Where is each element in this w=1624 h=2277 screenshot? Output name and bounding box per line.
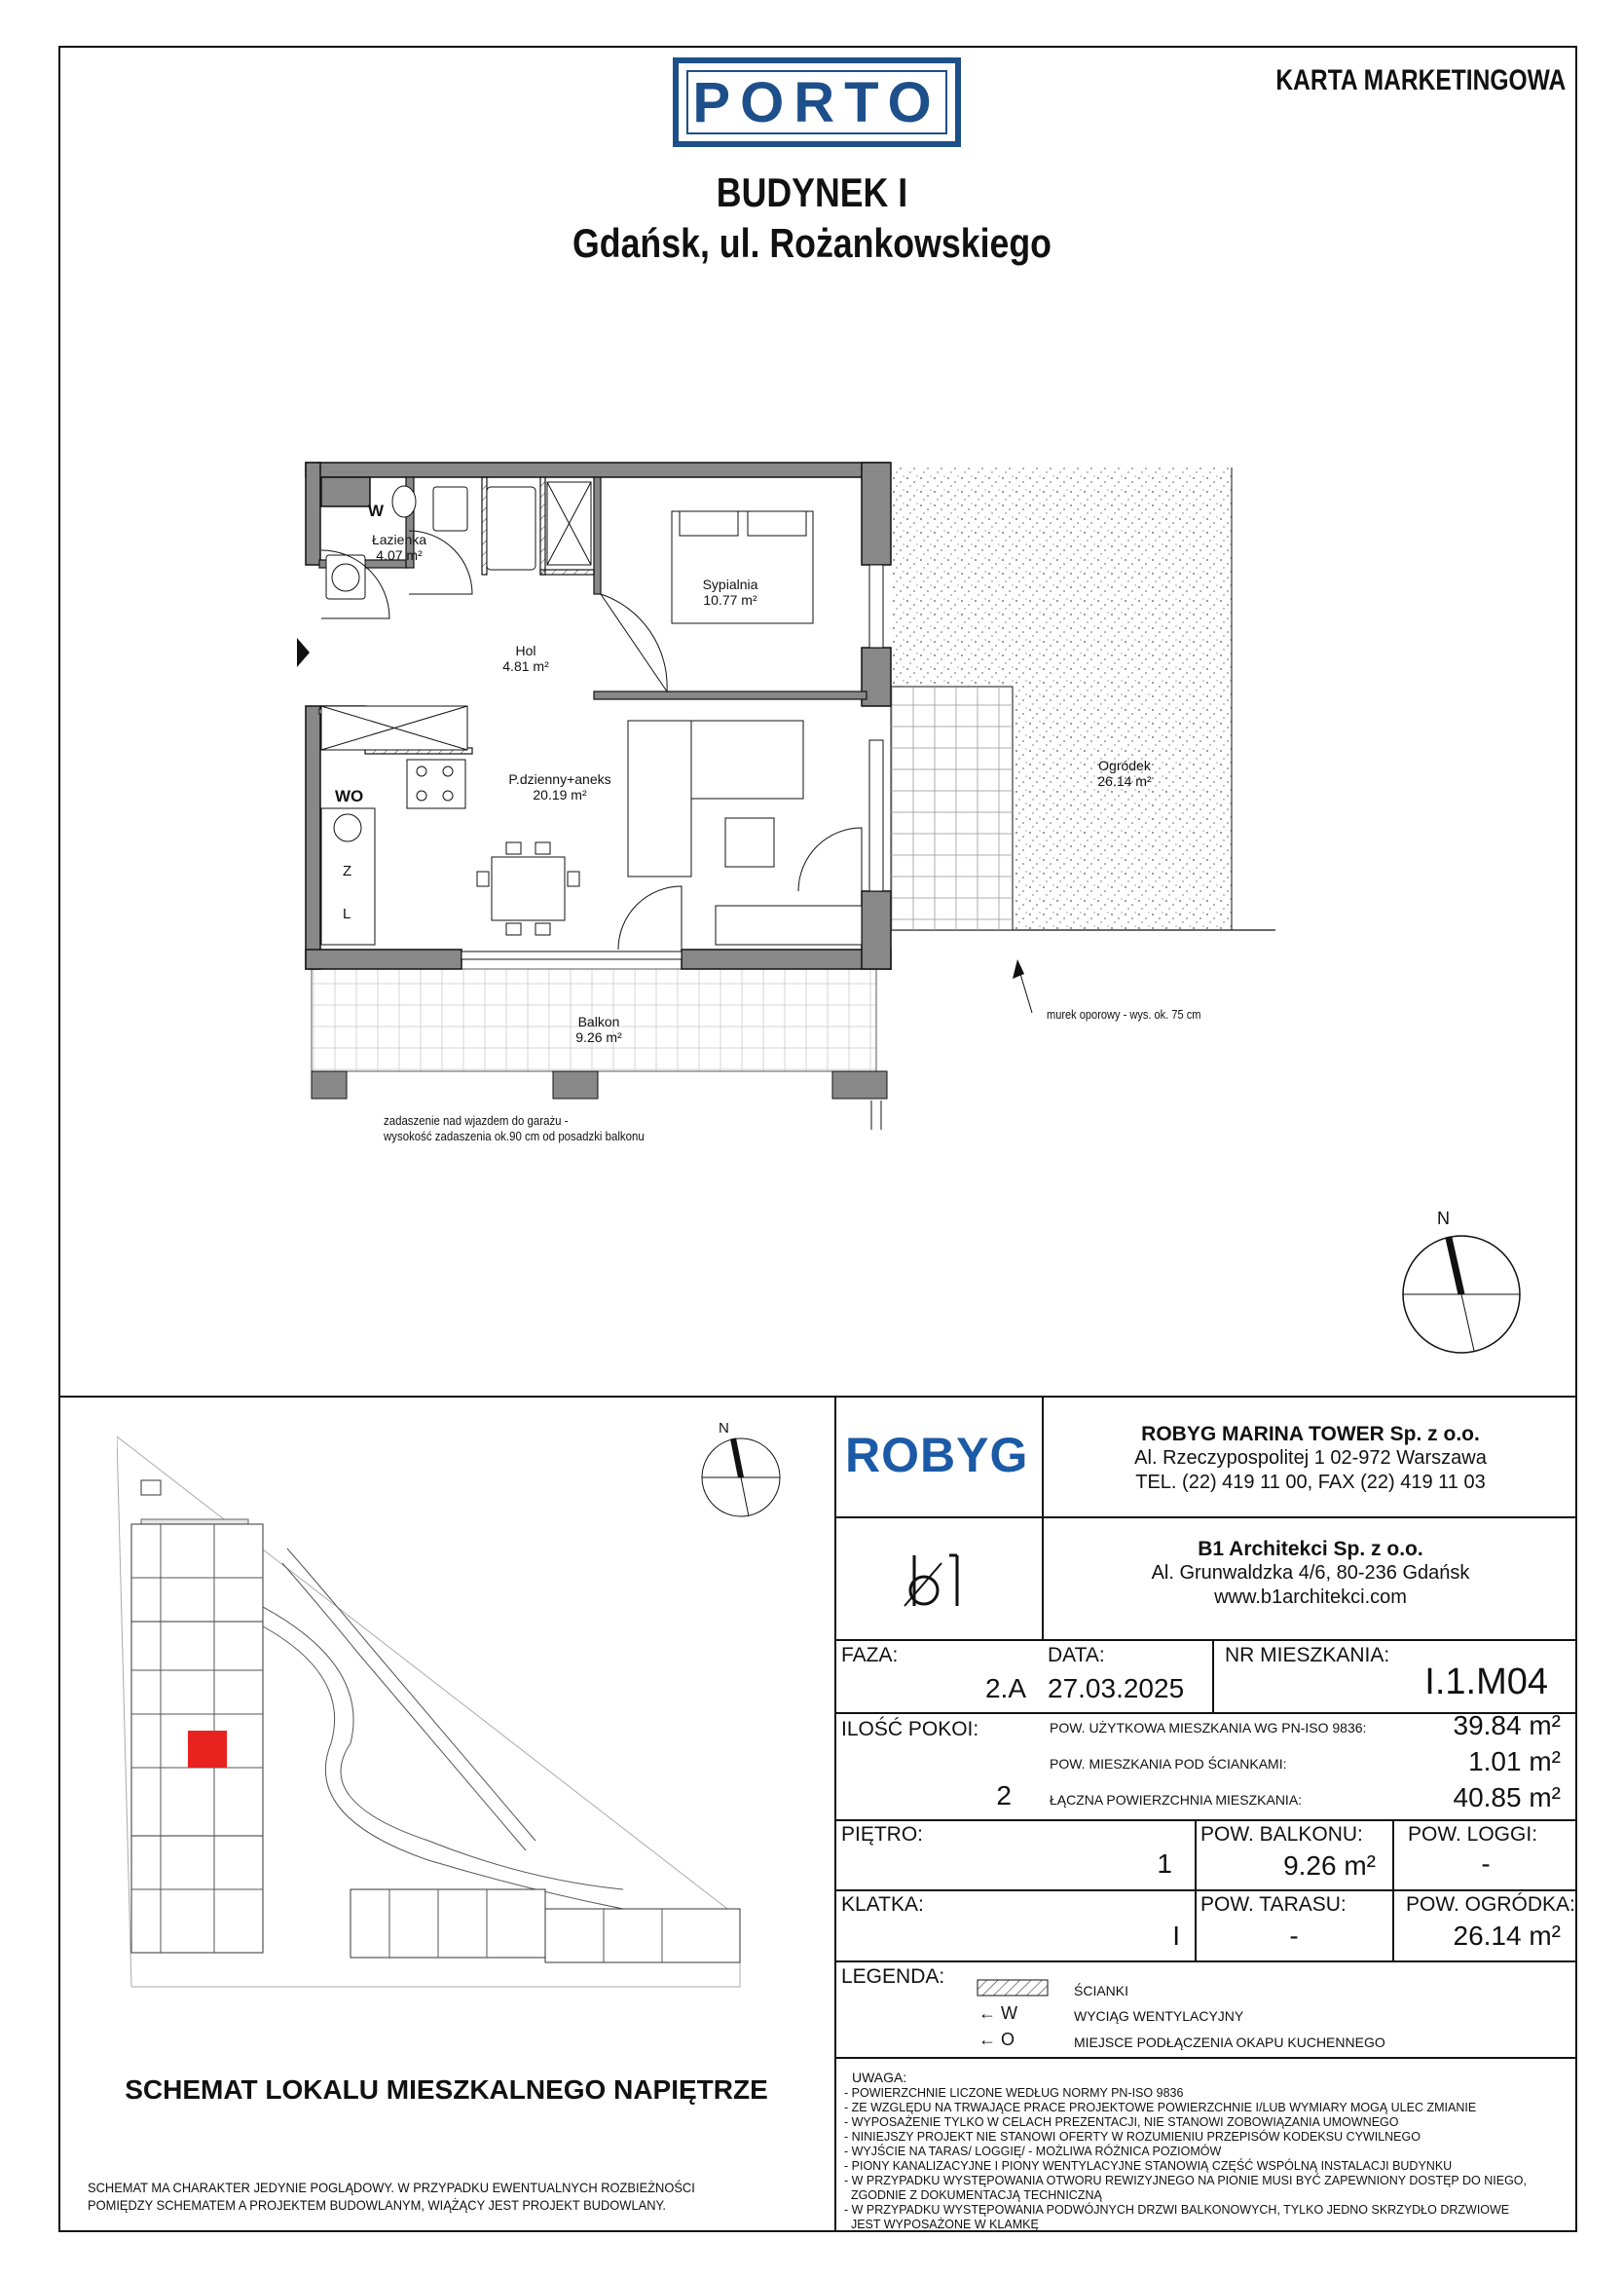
- murek-note: murek oporowy - wys. ok. 75 cm: [1047, 1007, 1201, 1022]
- pow-laczna-value: 40.85 m²: [1453, 1782, 1561, 1812]
- pietro-value: 1: [1157, 1848, 1172, 1879]
- dishwasher-l-symbol: L: [343, 906, 351, 922]
- apartment-highlight: [188, 1731, 227, 1768]
- schema-north-label: N: [719, 1420, 729, 1437]
- room-lazienka: Łazienka 4.07 m²: [371, 532, 427, 563]
- robyg-logo: ROBYG: [845, 1428, 1029, 1482]
- legend-item-hood: MIEJSCE PODŁĄCZENIA OKAPU KUCHENNEGO: [1074, 2034, 1385, 2050]
- compass-icon: [1400, 1233, 1523, 1356]
- legend-o-symbol: ← O: [978, 2030, 1015, 2049]
- porto-logo: PORTO: [673, 57, 961, 147]
- legend-label: LEGENDA:: [841, 1965, 945, 1988]
- pokoi-label: ILOŚĆ POKOI:: [841, 1718, 979, 1740]
- balkon-value: 9.26 m²: [1283, 1850, 1376, 1881]
- klatka-value: I: [1172, 1921, 1180, 1951]
- schema-title: SCHEMAT LOKALU MIESZKALNEGO NAPIĘTRZE: [125, 2074, 768, 2105]
- architect-info: B1 Architekci Sp. z o.o. Al. Grunwaldzka 4/6, 80-236 Gdańsk www.b1architekci.com: [1151, 1538, 1470, 1608]
- legend-w-symbol: ← W: [978, 2003, 1018, 2023]
- data-label: DATA:: [1048, 1644, 1105, 1666]
- pow-sciankami-value: 1.01 m²: [1468, 1746, 1561, 1776]
- pow-sciankami-label: POW. MIESZKANIA POD ŚCIANKAMI:: [1050, 1756, 1287, 1772]
- wall-hatch-icon: [977, 1979, 1049, 1997]
- legend-item-walls: ŚCIANKI: [1074, 1983, 1129, 1998]
- schema-disclaimer: SCHEMAT MA CHARAKTER JEDYNIE POGLĄDOWY. W PRZYPADKU EWENTUALNYCH ROZBIEŻNOŚCI POMIĘDZY SCHEMATEM A PROJEKTEM BUDOWLANYM, WIĄŻĄCY JEST PROJEKT BUDOWLANY.: [88, 2180, 695, 2213]
- loggia-value: -: [1481, 1848, 1491, 1879]
- faza-value: 2.A: [984, 1673, 1026, 1703]
- schema-compass-icon: [699, 1436, 783, 1519]
- klatka-label: KLATKA:: [841, 1893, 924, 1916]
- b1-logo-icon: [901, 1553, 969, 1608]
- notes-list: - POWIERZCHNIE LICZONE WEDŁUG NORMY PN-ISO 9836 - ZE WZGLĘDU NA TRWAJĄCE PRACE PROJEKTOWE POWIERZCHNIE I/LUB WYMIARY MOGĄ ULEC ZMIANIE - WYPOSAŻENIE TYLKO W CELACH PREZENTACJI, NIE STANOWI ZOBOWIĄZANIA UMOWNEGO - NINIEJSZY PROJEKT NIE STANOWI OFERTY W ROZUMIENIU PRZEPISÓW KODEKSU CYWILNEGO - WYJŚCIE NA TARAS/ LOGGIĘ/ - MOŻLIWA RÓŻNICA POZIOMÓW - PIONY KANALIZACYJNE I PIONY WENTYLACYJNE STANOWIĄ CZĘŚĆ WSPÓLNĄ INSTALACJI BUDYNKU - W PRZYPADKU WYSTĘPOWANIA OTWORU REWIZYJNEGO NA PIONIE MUSI BYĆ ZAPEWNIONY DOSTĘP DO NIEGO, ZGODNIE Z DOKUMENTACJĄ TECHNICZNĄ - W PRZYPADKU WYSTĘPOWANIA PODWÓJNYCH DRZWI BALKONOWYCH, TYLKO JEDNO SKRZYDŁO DRZWIOWE JEST WYPOSAŻONE W KLAMKĘ: [844, 2086, 1527, 2231]
- document-type: KARTA MARKETINGOWA: [1275, 64, 1566, 96]
- room-pokoj-dzienny: P.dzienny+aneks 20.19 m²: [508, 771, 611, 803]
- site-schema: [117, 1432, 798, 1997]
- pow-laczna-label: ŁĄCZNA POWIERZCHNIA MIESZKANIA:: [1050, 1792, 1303, 1808]
- fridge-z-symbol: Z: [343, 863, 352, 879]
- pow-uzytkowa-label: POW. UŻYTKOWA MIESZKANIA WG PN-ISO 9836:: [1050, 1720, 1367, 1736]
- legend-item-ventilation: WYCIĄG WENTYLACYJNY: [1074, 2008, 1244, 2024]
- loggia-label: POW. LOGGI:: [1408, 1823, 1538, 1846]
- taras-label: POW. TARASU:: [1200, 1893, 1347, 1916]
- ventilation-wo-symbol: WO: [335, 787, 364, 805]
- room-sypialnia: Sypialnia 10.77 m²: [702, 577, 758, 608]
- data-value: 27.03.2025: [1048, 1673, 1185, 1703]
- ogrodek-value: 26.14 m²: [1453, 1921, 1561, 1951]
- room-hol: Hol 4.81 m²: [502, 643, 549, 674]
- nr-label: NR MIESZKANIA:: [1225, 1644, 1390, 1666]
- roof-note: zadaszenie nad wjazdem do garażu - wysokość zadaszenia ok.90 cm od posadzki balkonu: [384, 1113, 645, 1143]
- room-balkon: Balkon 9.26 m²: [575, 1014, 622, 1045]
- ogrodek-label: POW. OGRÓDKA:: [1406, 1893, 1575, 1916]
- floor-plan: [292, 448, 1285, 1178]
- nr-value: I.1.M04: [1424, 1661, 1548, 1702]
- notes-label: UWAGA:: [852, 2070, 907, 2085]
- faza-label: FAZA:: [841, 1644, 899, 1666]
- building-title: BUDYNEK I: [716, 169, 908, 215]
- address-title: Gdańsk, ul. Rożankowskiego: [572, 220, 1052, 266]
- pokoi-value: 2: [996, 1780, 1012, 1810]
- north-label: N: [1437, 1209, 1450, 1228]
- developer-info: ROBYG MARINA TOWER Sp. z o.o. Al. Rzeczypospolitej 1 02-972 Warszawa TEL. (22) 419 11 00, FAX (22) 419 11 03: [1134, 1423, 1487, 1493]
- balkon-label: POW. BALKONU:: [1200, 1823, 1363, 1846]
- pow-uzytkowa-value: 39.84 m²: [1453, 1710, 1561, 1740]
- taras-value: -: [1289, 1921, 1299, 1951]
- ventilation-w-symbol: W: [368, 502, 385, 520]
- pietro-label: PIĘTRO:: [841, 1823, 924, 1846]
- entrance-arrow-icon: [297, 638, 310, 667]
- room-ogrodek: Ogródek 26.14 m²: [1097, 758, 1152, 789]
